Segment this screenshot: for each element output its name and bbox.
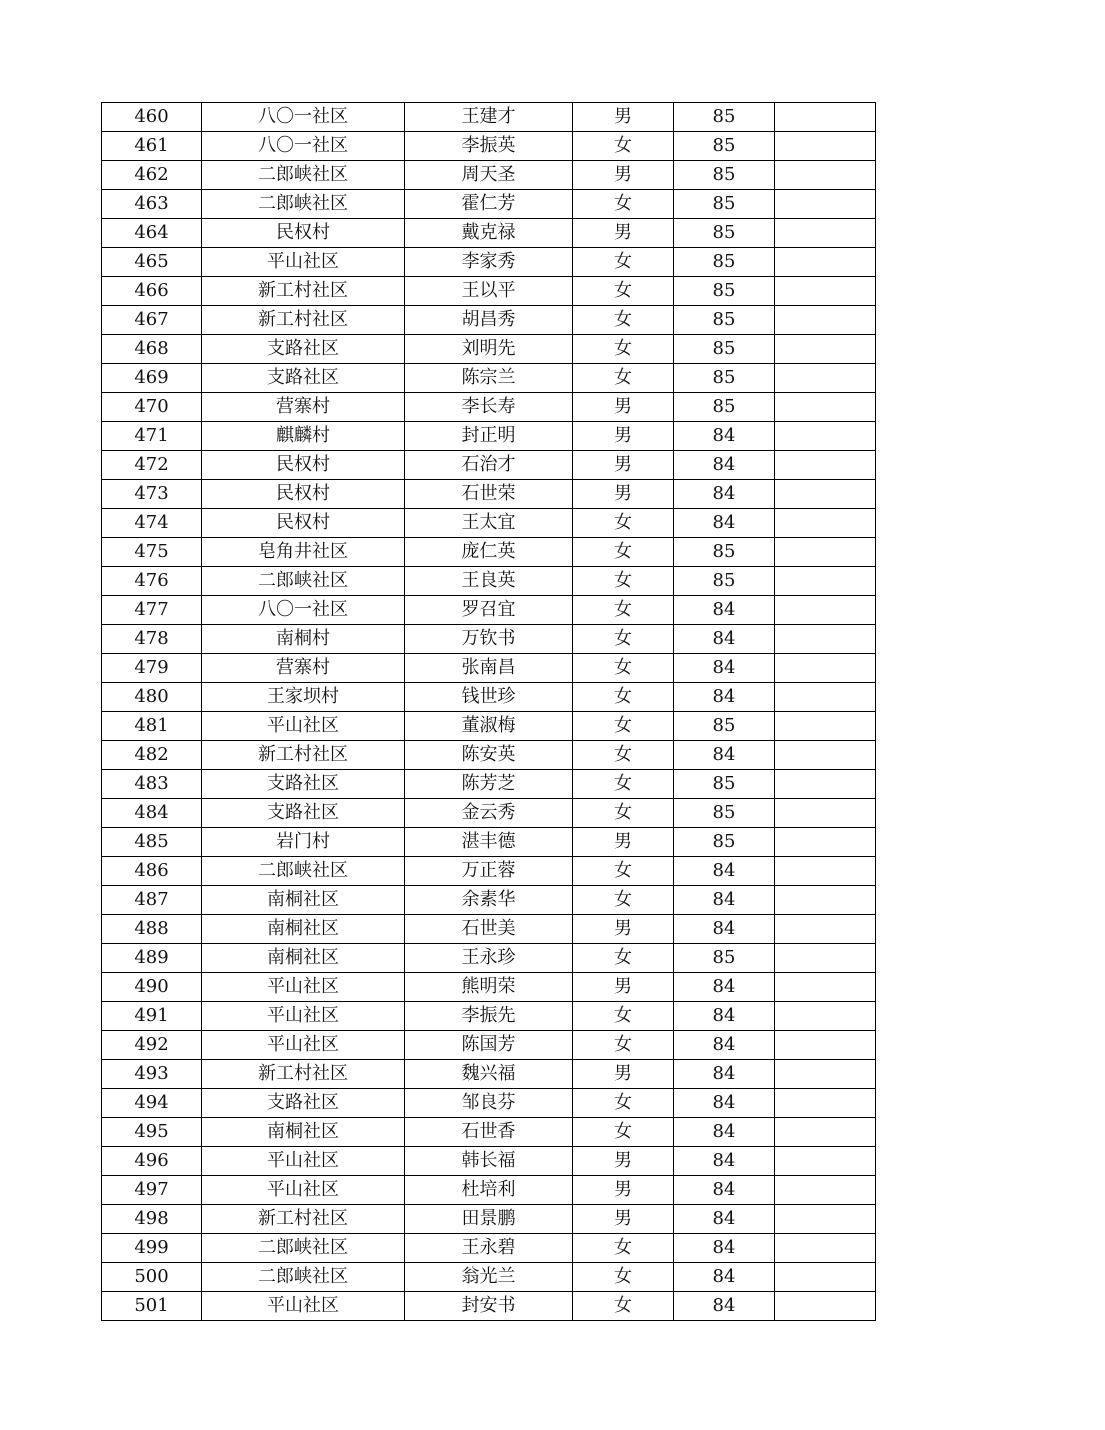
- person-name-cell: 万正蓉: [405, 857, 573, 886]
- age-cell: 85: [674, 103, 775, 132]
- person-name-cell: 刘明先: [405, 335, 573, 364]
- person-name-cell: 石治才: [405, 451, 573, 480]
- gender-cell: 女: [573, 770, 674, 799]
- person-name-cell: 金云秀: [405, 799, 573, 828]
- community-cell: 民权村: [202, 509, 405, 538]
- remark-cell: [775, 1060, 876, 1089]
- age-cell: 84: [674, 654, 775, 683]
- community-cell: 支路社区: [202, 799, 405, 828]
- serial-number-cell: 460: [102, 103, 202, 132]
- age-cell: 85: [674, 161, 775, 190]
- age-cell: 84: [674, 1060, 775, 1089]
- person-name-cell: 陈芳芝: [405, 770, 573, 799]
- age-cell: 85: [674, 219, 775, 248]
- serial-number-cell: 481: [102, 712, 202, 741]
- age-cell: 84: [674, 1002, 775, 1031]
- community-cell: 二郎峡社区: [202, 161, 405, 190]
- serial-number-cell: 475: [102, 538, 202, 567]
- gender-cell: 女: [573, 509, 674, 538]
- serial-number-cell: 491: [102, 1002, 202, 1031]
- age-cell: 85: [674, 567, 775, 596]
- age-cell: 85: [674, 770, 775, 799]
- gender-cell: 女: [573, 364, 674, 393]
- person-name-cell: 王永珍: [405, 944, 573, 973]
- age-cell: 84: [674, 596, 775, 625]
- table-row: [102, 538, 876, 567]
- table-row: [102, 451, 876, 480]
- table-row: [102, 1060, 876, 1089]
- age-cell: 84: [674, 509, 775, 538]
- remark-cell: [775, 422, 876, 451]
- community-cell: 八〇一社区: [202, 596, 405, 625]
- serial-number-cell: 470: [102, 393, 202, 422]
- table-row: [102, 1031, 876, 1060]
- person-name-cell: 李长寿: [405, 393, 573, 422]
- table-row: [102, 190, 876, 219]
- remark-cell: [775, 799, 876, 828]
- table-row: [102, 944, 876, 973]
- serial-number-cell: 469: [102, 364, 202, 393]
- community-cell: 平山社区: [202, 973, 405, 1002]
- person-name-cell: 李振先: [405, 1002, 573, 1031]
- age-cell: 84: [674, 451, 775, 480]
- community-cell: 平山社区: [202, 1292, 405, 1321]
- remark-cell: [775, 335, 876, 364]
- person-name-cell: 胡昌秀: [405, 306, 573, 335]
- person-name-cell: 湛丰德: [405, 828, 573, 857]
- gender-cell: 女: [573, 857, 674, 886]
- remark-cell: [775, 161, 876, 190]
- remark-cell: [775, 1234, 876, 1263]
- table-row: [102, 1089, 876, 1118]
- community-cell: 南桐村: [202, 625, 405, 654]
- gender-cell: 男: [573, 393, 674, 422]
- serial-number-cell: 499: [102, 1234, 202, 1263]
- gender-cell: 女: [573, 712, 674, 741]
- remark-cell: [775, 364, 876, 393]
- remark-cell: [775, 1089, 876, 1118]
- table-row: [102, 741, 876, 770]
- table-row: [102, 1234, 876, 1263]
- serial-number-cell: 500: [102, 1263, 202, 1292]
- gender-cell: 女: [573, 1234, 674, 1263]
- table-row: [102, 1292, 876, 1321]
- remark-cell: [775, 1176, 876, 1205]
- person-name-cell: 翁光兰: [405, 1263, 573, 1292]
- remark-cell: [775, 857, 876, 886]
- gender-cell: 女: [573, 596, 674, 625]
- age-cell: 84: [674, 741, 775, 770]
- age-cell: 84: [674, 1234, 775, 1263]
- serial-number-cell: 464: [102, 219, 202, 248]
- serial-number-cell: 472: [102, 451, 202, 480]
- person-name-cell: 石世荣: [405, 480, 573, 509]
- person-name-cell: 庞仁英: [405, 538, 573, 567]
- gender-cell: 女: [573, 248, 674, 277]
- community-cell: 平山社区: [202, 1147, 405, 1176]
- remark-cell: [775, 1118, 876, 1147]
- roster-table: [101, 102, 876, 1321]
- person-name-cell: 李振英: [405, 132, 573, 161]
- community-cell: 平山社区: [202, 248, 405, 277]
- remark-cell: [775, 219, 876, 248]
- person-name-cell: 封正明: [405, 422, 573, 451]
- serial-number-cell: 477: [102, 596, 202, 625]
- community-cell: 南桐社区: [202, 1118, 405, 1147]
- remark-cell: [775, 1205, 876, 1234]
- gender-cell: 男: [573, 480, 674, 509]
- table-row: [102, 161, 876, 190]
- remark-cell: [775, 248, 876, 277]
- community-cell: 平山社区: [202, 1176, 405, 1205]
- age-cell: 85: [674, 393, 775, 422]
- gender-cell: 女: [573, 683, 674, 712]
- person-name-cell: 杜培利: [405, 1176, 573, 1205]
- person-name-cell: 王以平: [405, 277, 573, 306]
- age-cell: 84: [674, 1263, 775, 1292]
- person-name-cell: 王良英: [405, 567, 573, 596]
- person-name-cell: 钱世珍: [405, 683, 573, 712]
- age-cell: 85: [674, 712, 775, 741]
- remark-cell: [775, 1292, 876, 1321]
- serial-number-cell: 494: [102, 1089, 202, 1118]
- gender-cell: 男: [573, 973, 674, 1002]
- serial-number-cell: 492: [102, 1031, 202, 1060]
- table-row: [102, 915, 876, 944]
- remark-cell: [775, 306, 876, 335]
- gender-cell: 男: [573, 219, 674, 248]
- table-row: [102, 973, 876, 1002]
- person-name-cell: 王建才: [405, 103, 573, 132]
- person-name-cell: 韩长福: [405, 1147, 573, 1176]
- serial-number-cell: 483: [102, 770, 202, 799]
- serial-number-cell: 498: [102, 1205, 202, 1234]
- table-row: [102, 567, 876, 596]
- table-row: [102, 1176, 876, 1205]
- gender-cell: 女: [573, 625, 674, 654]
- person-name-cell: 周天圣: [405, 161, 573, 190]
- community-cell: 新工村社区: [202, 277, 405, 306]
- serial-number-cell: 467: [102, 306, 202, 335]
- table-row: [102, 683, 876, 712]
- person-name-cell: 田景鹏: [405, 1205, 573, 1234]
- gender-cell: 女: [573, 277, 674, 306]
- serial-number-cell: 482: [102, 741, 202, 770]
- gender-cell: 男: [573, 1060, 674, 1089]
- age-cell: 84: [674, 915, 775, 944]
- serial-number-cell: 480: [102, 683, 202, 712]
- remark-cell: [775, 1263, 876, 1292]
- remark-cell: [775, 1002, 876, 1031]
- person-name-cell: 封安书: [405, 1292, 573, 1321]
- serial-number-cell: 468: [102, 335, 202, 364]
- serial-number-cell: 493: [102, 1060, 202, 1089]
- remark-cell: [775, 886, 876, 915]
- person-name-cell: 王永碧: [405, 1234, 573, 1263]
- table-row: [102, 1002, 876, 1031]
- serial-number-cell: 478: [102, 625, 202, 654]
- community-cell: 王家坝村: [202, 683, 405, 712]
- table-row: [102, 422, 876, 451]
- remark-cell: [775, 770, 876, 799]
- serial-number-cell: 489: [102, 944, 202, 973]
- remark-cell: [775, 596, 876, 625]
- gender-cell: 女: [573, 944, 674, 973]
- remark-cell: [775, 654, 876, 683]
- remark-cell: [775, 103, 876, 132]
- table-row: [102, 770, 876, 799]
- person-name-cell: 余素华: [405, 886, 573, 915]
- gender-cell: 女: [573, 1002, 674, 1031]
- table-row: [102, 712, 876, 741]
- serial-number-cell: 476: [102, 567, 202, 596]
- person-name-cell: 邹良芬: [405, 1089, 573, 1118]
- gender-cell: 男: [573, 451, 674, 480]
- serial-number-cell: 474: [102, 509, 202, 538]
- serial-number-cell: 462: [102, 161, 202, 190]
- table-row: [102, 364, 876, 393]
- table-row: [102, 857, 876, 886]
- community-cell: 南桐社区: [202, 886, 405, 915]
- serial-number-cell: 487: [102, 886, 202, 915]
- gender-cell: 男: [573, 422, 674, 451]
- gender-cell: 女: [573, 335, 674, 364]
- age-cell: 85: [674, 132, 775, 161]
- age-cell: 84: [674, 857, 775, 886]
- person-name-cell: 戴克禄: [405, 219, 573, 248]
- gender-cell: 女: [573, 1118, 674, 1147]
- remark-cell: [775, 393, 876, 422]
- community-cell: 支路社区: [202, 770, 405, 799]
- gender-cell: 女: [573, 567, 674, 596]
- community-cell: 二郎峡社区: [202, 567, 405, 596]
- community-cell: 二郎峡社区: [202, 857, 405, 886]
- table-row: [102, 277, 876, 306]
- age-cell: 84: [674, 480, 775, 509]
- person-name-cell: 熊明荣: [405, 973, 573, 1002]
- gender-cell: 女: [573, 741, 674, 770]
- age-cell: 84: [674, 1205, 775, 1234]
- age-cell: 85: [674, 277, 775, 306]
- gender-cell: 男: [573, 1147, 674, 1176]
- age-cell: 84: [674, 973, 775, 1002]
- serial-number-cell: 465: [102, 248, 202, 277]
- table-row: [102, 132, 876, 161]
- community-cell: 平山社区: [202, 1002, 405, 1031]
- community-cell: 新工村社区: [202, 1205, 405, 1234]
- person-name-cell: 陈国芳: [405, 1031, 573, 1060]
- remark-cell: [775, 451, 876, 480]
- gender-cell: 女: [573, 1292, 674, 1321]
- age-cell: 84: [674, 625, 775, 654]
- gender-cell: 男: [573, 1205, 674, 1234]
- table-row: [102, 480, 876, 509]
- age-cell: 85: [674, 306, 775, 335]
- serial-number-cell: 496: [102, 1147, 202, 1176]
- age-cell: 85: [674, 364, 775, 393]
- age-cell: 84: [674, 886, 775, 915]
- gender-cell: 男: [573, 828, 674, 857]
- community-cell: 新工村社区: [202, 741, 405, 770]
- gender-cell: 女: [573, 886, 674, 915]
- community-cell: 南桐社区: [202, 915, 405, 944]
- community-cell: 营寨村: [202, 654, 405, 683]
- person-name-cell: 石世香: [405, 1118, 573, 1147]
- serial-number-cell: 490: [102, 973, 202, 1002]
- remark-cell: [775, 1031, 876, 1060]
- person-name-cell: 罗召宜: [405, 596, 573, 625]
- table-row: [102, 306, 876, 335]
- person-name-cell: 张南昌: [405, 654, 573, 683]
- gender-cell: 男: [573, 915, 674, 944]
- table-row: [102, 103, 876, 132]
- age-cell: 84: [674, 1031, 775, 1060]
- serial-number-cell: 484: [102, 799, 202, 828]
- community-cell: 平山社区: [202, 1031, 405, 1060]
- table-row: [102, 596, 876, 625]
- age-cell: 85: [674, 335, 775, 364]
- person-name-cell: 陈宗兰: [405, 364, 573, 393]
- community-cell: 营寨村: [202, 393, 405, 422]
- gender-cell: 男: [573, 161, 674, 190]
- remark-cell: [775, 973, 876, 1002]
- table-row: [102, 828, 876, 857]
- age-cell: 85: [674, 944, 775, 973]
- table-row: [102, 1118, 876, 1147]
- table-row: [102, 654, 876, 683]
- age-cell: 85: [674, 190, 775, 219]
- gender-cell: 女: [573, 1263, 674, 1292]
- age-cell: 84: [674, 1176, 775, 1205]
- serial-number-cell: 501: [102, 1292, 202, 1321]
- serial-number-cell: 466: [102, 277, 202, 306]
- community-cell: 支路社区: [202, 364, 405, 393]
- age-cell: 84: [674, 422, 775, 451]
- serial-number-cell: 497: [102, 1176, 202, 1205]
- gender-cell: 女: [573, 1089, 674, 1118]
- person-name-cell: 万钦书: [405, 625, 573, 654]
- table-row: [102, 509, 876, 538]
- gender-cell: 女: [573, 132, 674, 161]
- gender-cell: 女: [573, 306, 674, 335]
- age-cell: 84: [674, 1089, 775, 1118]
- community-cell: 平山社区: [202, 712, 405, 741]
- serial-number-cell: 471: [102, 422, 202, 451]
- table-row: [102, 1263, 876, 1292]
- table-row: [102, 219, 876, 248]
- community-cell: 皂角井社区: [202, 538, 405, 567]
- table-row: [102, 335, 876, 364]
- remark-cell: [775, 567, 876, 596]
- community-cell: 民权村: [202, 480, 405, 509]
- person-name-cell: 陈安英: [405, 741, 573, 770]
- age-cell: 85: [674, 799, 775, 828]
- serial-number-cell: 495: [102, 1118, 202, 1147]
- serial-number-cell: 473: [102, 480, 202, 509]
- remark-cell: [775, 625, 876, 654]
- community-cell: 南桐社区: [202, 944, 405, 973]
- remark-cell: [775, 538, 876, 567]
- age-cell: 84: [674, 1147, 775, 1176]
- community-cell: 八〇一社区: [202, 103, 405, 132]
- remark-cell: [775, 741, 876, 770]
- serial-number-cell: 461: [102, 132, 202, 161]
- person-name-cell: 董淑梅: [405, 712, 573, 741]
- age-cell: 85: [674, 538, 775, 567]
- table-row: [102, 799, 876, 828]
- remark-cell: [775, 1147, 876, 1176]
- remark-cell: [775, 712, 876, 741]
- remark-cell: [775, 915, 876, 944]
- age-cell: 85: [674, 248, 775, 277]
- remark-cell: [775, 509, 876, 538]
- serial-number-cell: 486: [102, 857, 202, 886]
- person-name-cell: 王太宜: [405, 509, 573, 538]
- community-cell: 二郎峡社区: [202, 190, 405, 219]
- community-cell: 二郎峡社区: [202, 1234, 405, 1263]
- serial-number-cell: 488: [102, 915, 202, 944]
- person-name-cell: 魏兴福: [405, 1060, 573, 1089]
- table-row: [102, 1205, 876, 1234]
- community-cell: 支路社区: [202, 335, 405, 364]
- remark-cell: [775, 190, 876, 219]
- table-row: [102, 1147, 876, 1176]
- remark-cell: [775, 828, 876, 857]
- community-cell: 麒麟村: [202, 422, 405, 451]
- gender-cell: 女: [573, 190, 674, 219]
- remark-cell: [775, 683, 876, 712]
- serial-number-cell: 485: [102, 828, 202, 857]
- age-cell: 84: [674, 1118, 775, 1147]
- table-row: [102, 248, 876, 277]
- community-cell: 民权村: [202, 219, 405, 248]
- age-cell: 84: [674, 683, 775, 712]
- remark-cell: [775, 132, 876, 161]
- age-cell: 84: [674, 1292, 775, 1321]
- person-name-cell: 霍仁芳: [405, 190, 573, 219]
- gender-cell: 女: [573, 538, 674, 567]
- community-cell: 岩门村: [202, 828, 405, 857]
- roster-table-body: [102, 103, 876, 1321]
- community-cell: 八〇一社区: [202, 132, 405, 161]
- table-row: [102, 393, 876, 422]
- gender-cell: 男: [573, 1176, 674, 1205]
- community-cell: 新工村社区: [202, 306, 405, 335]
- community-cell: 支路社区: [202, 1089, 405, 1118]
- person-name-cell: 石世美: [405, 915, 573, 944]
- remark-cell: [775, 944, 876, 973]
- community-cell: 新工村社区: [202, 1060, 405, 1089]
- table-row: [102, 886, 876, 915]
- serial-number-cell: 479: [102, 654, 202, 683]
- gender-cell: 男: [573, 103, 674, 132]
- gender-cell: 女: [573, 1031, 674, 1060]
- age-cell: 85: [674, 828, 775, 857]
- remark-cell: [775, 480, 876, 509]
- serial-number-cell: 463: [102, 190, 202, 219]
- community-cell: 二郎峡社区: [202, 1263, 405, 1292]
- gender-cell: 女: [573, 799, 674, 828]
- remark-cell: [775, 277, 876, 306]
- person-name-cell: 李家秀: [405, 248, 573, 277]
- table-row: [102, 625, 876, 654]
- gender-cell: 女: [573, 654, 674, 683]
- community-cell: 民权村: [202, 451, 405, 480]
